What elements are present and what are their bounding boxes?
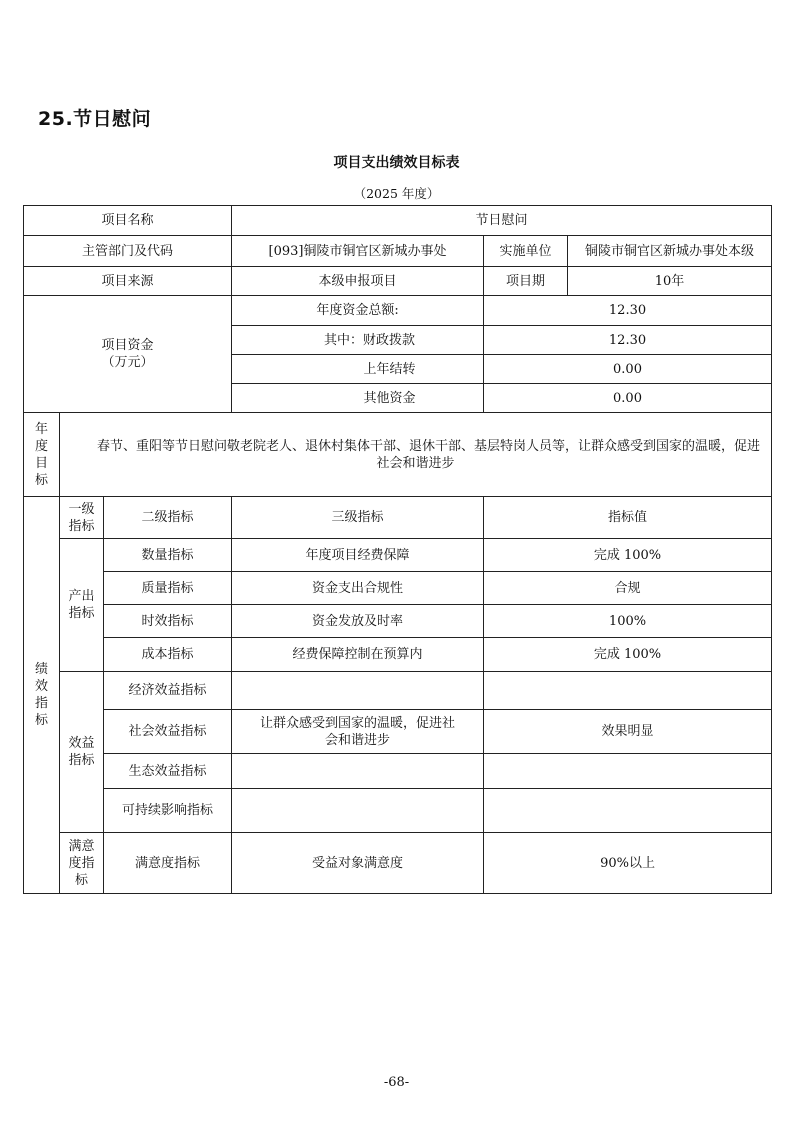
level3-cell: 资金支出合规性 [232,572,484,605]
level3-cell [232,789,484,833]
table-row [24,572,772,605]
goal-label-char: 度 [34,438,48,454]
row-fund-total [24,296,772,326]
row-annual-goal [24,413,772,497]
fund-carryover-label: 上年结转 [232,355,484,384]
performance-indicator-label [24,497,60,894]
fund-label: 项目资金 [101,338,154,353]
fund-total-value: 12.30 [484,296,772,326]
value-cell: 合规 [484,572,772,605]
level3-cell: 资金发放及时率 [232,605,484,638]
header-value: 指标值 [484,497,772,539]
level2-cell: 时效指标 [104,605,232,638]
page-number: -68- [383,1075,410,1090]
annual-goal-text: 春节、重阳等节日慰问敬老院老人、退休村集体干部、退休干部、基层特岗人员等，让群众感受到国家的温暖，促进社会和谐进步 [60,413,772,497]
goal-label-char: 目 [34,455,48,471]
level2-cell: 社会效益指标 [104,710,232,754]
level3-cell: 经费保障控制在预算内 [232,638,484,672]
implementer-value: 铜陵市铜官区新城办事处本级 [568,236,772,267]
source-value: 本级申报项目 [232,267,484,296]
indicator-label-char: 效 [34,679,48,694]
level2-cell: 生态效益指标 [104,754,232,789]
fund-total-label: 年度资金总额: [232,296,484,326]
output-indicator-label: 产出指标 [60,539,104,672]
header-level1: 一级指标 [60,497,104,539]
table-row [24,539,772,572]
table-title: 项目支出绩效目标表 [333,155,460,171]
period-value: 10年 [568,267,772,296]
row-source [24,267,772,296]
project-name-value: 节日慰问 [232,206,772,236]
implementer-label: 实施单位 [484,236,568,267]
fund-carryover-value: 0.00 [484,355,772,384]
level2-cell: 满意度指标 [104,833,232,894]
row-project-name [24,206,772,236]
fund-fiscal-value: 12.30 [484,326,772,355]
fund-fiscal-label: 其中：财政拨款 [232,326,484,355]
level2-cell: 经济效益指标 [104,672,232,710]
row-department [24,236,772,267]
level2-cell: 成本指标 [104,638,232,672]
table-row [24,605,772,638]
header-level3: 三级指标 [232,497,484,539]
table-year: （2025 年度） [353,186,440,201]
value-cell: 90%以上 [484,833,772,894]
department-value: [093]铜陵市铜官区新城办事处 [232,236,484,267]
fund-other-label: 其他资金 [232,384,484,413]
level2-cell: 质量指标 [104,572,232,605]
header-level2: 二级指标 [104,497,232,539]
level3-cell [232,754,484,789]
table-row [24,710,772,754]
annual-goal-label [24,413,60,497]
goal-label-char: 标 [34,472,48,488]
indicator-label-char: 标 [34,713,48,728]
level2-cell: 数量指标 [104,539,232,572]
fund-other-value: 0.00 [484,384,772,413]
table-row [24,672,772,710]
row-indicator-header [24,497,772,539]
goal-label-char: 年 [34,421,48,437]
project-name-label: 项目名称 [24,206,232,236]
benefit-indicator-label: 效益指标 [60,672,104,833]
satisfaction-indicator-label: 满意度指标 [60,833,104,894]
value-cell [484,672,772,710]
level3-cell: 受益对象满意度 [232,833,484,894]
level3-cell: 让群众感受到国家的温暖，促进社会和谐进步 [232,710,484,754]
value-cell: 100% [484,605,772,638]
value-cell: 效果明显 [484,710,772,754]
level2-cell: 可持续影响指标 [104,789,232,833]
source-label: 项目来源 [24,267,232,296]
level3-cell [232,672,484,710]
table-row [24,638,772,672]
period-label: 项目期 [484,267,568,296]
level3-cell: 年度项目经费保障 [232,539,484,572]
fund-label-cell [24,296,232,413]
value-cell [484,754,772,789]
value-cell: 完成 100% [484,539,772,572]
table-row [24,754,772,789]
indicator-label-char: 绩 [34,662,48,677]
performance-target-table [23,205,772,894]
fund-unit: （万元） [101,355,154,370]
value-cell: 完成 100% [484,638,772,672]
table-row [24,833,772,894]
department-label: 主管部门及代码 [24,236,232,267]
section-title: 25.节日慰问 [38,108,152,130]
table-row [24,789,772,833]
value-cell [484,789,772,833]
indicator-label-char: 指 [34,696,48,711]
